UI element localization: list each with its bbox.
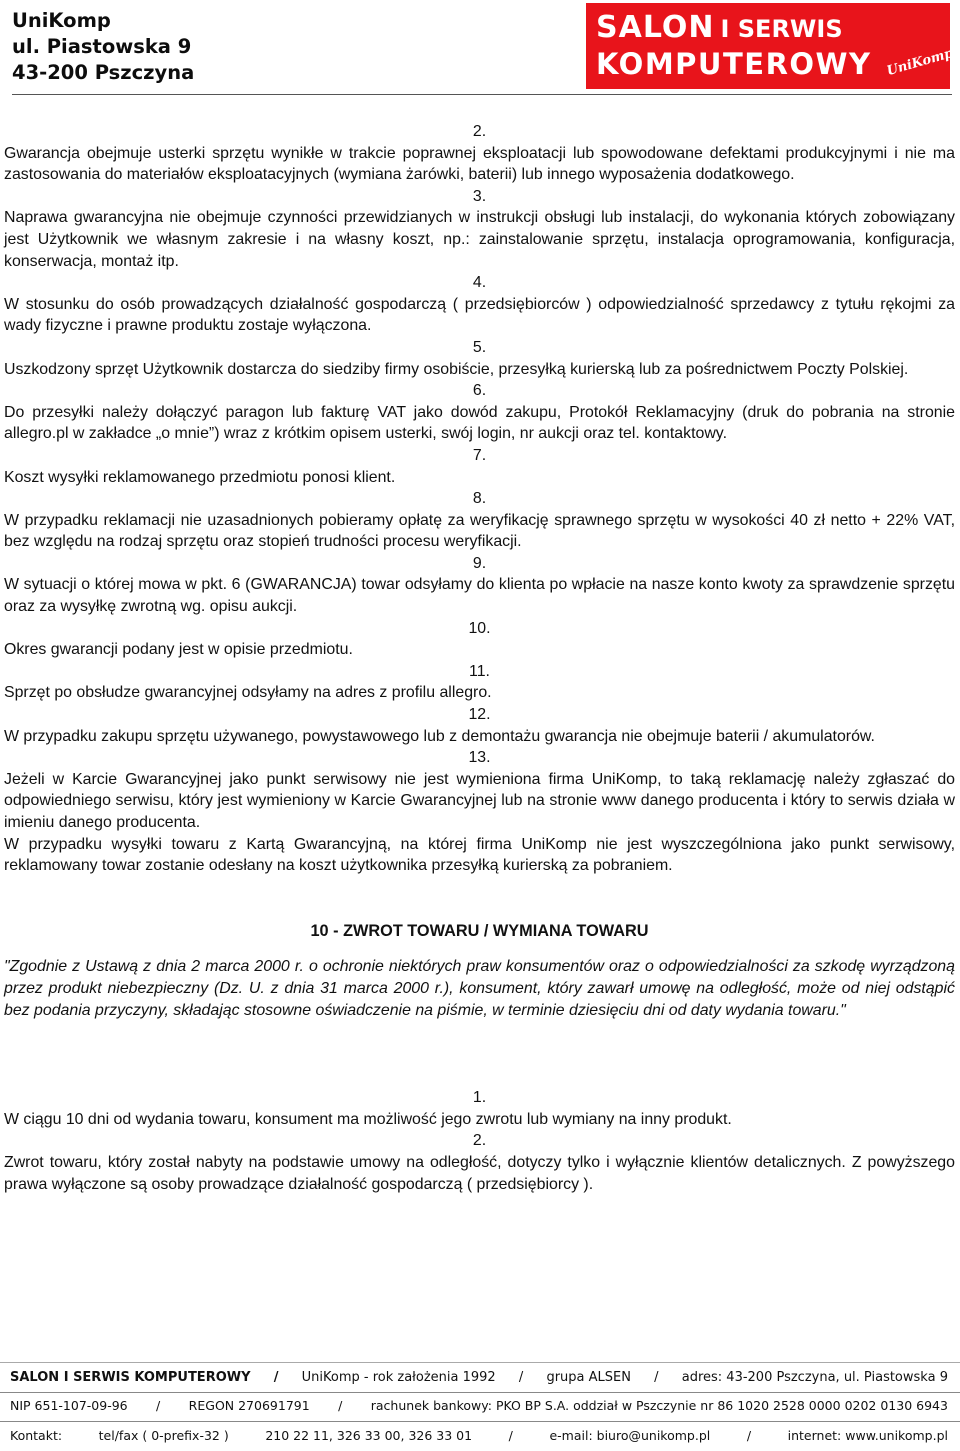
footer-nip: NIP 651-107-09-96	[10, 1398, 128, 1413]
company-name: UniKomp	[12, 9, 111, 32]
item-text: W przypadku zakupu sprzętu używanego, powystawowego lub z demontażu gwarancja nie obejmuje baterii / akumulatorów.	[4, 727, 875, 745]
item-number: 12.	[468, 706, 491, 724]
footer-email: e-mail: biuro@unikomp.pl	[549, 1428, 711, 1443]
footer-separator	[0, 1392, 960, 1393]
item-text: Okres gwarancji podany jest w opisie przedmiotu.	[4, 641, 353, 659]
company-address	[12, 8, 194, 86]
item-text: Gwarancja obejmuje usterki sprzętu wynikłe w trakcie poprawnej eksploatacji lub spowodowane defektami produkcyjnymi i nie ma zastosowania do materiałów eksploatacyjnych (wymiana żarówki, baterii) lub innego wyposażenia dodatkowego.	[4, 144, 955, 184]
item-number: 3.	[472, 187, 487, 205]
item-text: Naprawa gwarancyjna nie obejmuje czynności przewidzianych w instrukcji obsługi lub instalacji, do wykonania których zobowiązany jest Użytkownik we własnym zakresie i na własny koszt, np.: zainstalowanie sprzętu, instalacja oprogramowania, konfiguracja, konserwacja, montaż itp.	[4, 209, 955, 270]
header-divider	[12, 94, 952, 95]
item-number: 5.	[472, 338, 487, 356]
item-text: Uszkodzony sprzęt Użytkownik dostarcza do siedziby firmy osobiście, przesyłką kurierską lub za pośrednictwem Poczty Polskiej.	[4, 360, 909, 378]
item-number: 10.	[468, 619, 491, 637]
logo-line2: KOMPUTEROWY	[596, 47, 872, 81]
footer-line-company: SALON I SERWIS KOMPUTEROWY / UniKomp - rok założenia 1992 / grupa ALSEN / adres: 43-200 Pszczyna, ul. Piastowska 9	[10, 1370, 948, 1385]
company-street: ul. Piastowska 9	[12, 35, 192, 58]
item-number: 1.	[472, 1089, 487, 1107]
logo-line1: SALON I SERWIS	[596, 10, 843, 45]
item-number: 2.	[472, 1132, 487, 1150]
footer-regon: REGON 270691791	[188, 1398, 310, 1413]
item-text: W ciągu 10 dni od wydania towaru, konsument ma możliwość jego zwrotu lub wymiany na inny produkt.	[4, 1110, 732, 1128]
item-number: 13.	[468, 749, 491, 767]
footer-company-name: SALON I SERWIS KOMPUTEROWY	[10, 1370, 251, 1385]
footer-founded: UniKomp - rok założenia 1992	[301, 1370, 496, 1385]
footer-group: grupa ALSEN	[546, 1370, 631, 1385]
item-number: 6.	[472, 382, 487, 400]
item-number: 7.	[472, 446, 487, 464]
item-text: Jeżeli w Karcie Gwarancyjnej jako punkt serwisowy nie jest wymieniona firma UniKomp, to taką reklamację należy zgłaszać do odpowiedniego serwisu, który jest wymieniony w Karcie Gwarancyjnej lub na stronie www danego producenta i który to serwis działa w imieniu danego producenta.	[4, 770, 955, 831]
footer-address: adres: 43-200 Pszczyna, ul. Piastowska 9	[681, 1370, 948, 1385]
item-number: 4.	[472, 274, 487, 292]
salon-logo	[586, 3, 956, 89]
item-text: Koszt wysyłki reklamowanego przedmiotu ponosi klient.	[4, 468, 396, 486]
footer-phones: 210 22 11, 326 33 00, 326 33 01	[265, 1428, 473, 1443]
item-text: Do przesyłki należy dołączyć paragon lub fakturę VAT jako dowód zakupu, Protokół Reklamacyjny (druk do pobrania na stronie allegro.pl w zakładce „o mnie”) wraz z krótkim opisem usterki, swój login, nr aukcji oraz tel. kontaktowy.	[4, 403, 955, 443]
item-text: W sytuacji o której mowa w pkt. 6 (GWARANCJA) towar odsyłamy do klienta po wpłacie na nasze konto kwoty za sprawdzenie sprzętu oraz za wysyłkę zwrotną wg. opisu aukcji.	[4, 576, 955, 616]
item-number: 8.	[472, 490, 487, 508]
footer-contact-label: Kontakt:	[10, 1428, 63, 1443]
item-number: 2.	[472, 123, 487, 140]
footer-separator	[0, 1421, 960, 1422]
document-body	[4, 121, 955, 1195]
footer-line-registration: NIP 651-107-09-96 / REGON 270691791 / rachunek bankowy: PKO BP S.A. oddział w Pszczynie nr 86 1020 2528 0000 0202 0130 6943	[10, 1398, 948, 1413]
item-number: 9.	[472, 554, 487, 572]
company-city: 43-200 Pszczyna	[12, 61, 195, 84]
footer-line-contact: Kontakt: tel/fax ( 0-prefix-32 ) 210 22 11, 326 33 00, 326 33 01 / e-mail: biuro@unikomp.pl / internet: www.unikomp.pl	[10, 1428, 948, 1443]
footer-website: internet: www.unikomp.pl	[787, 1428, 948, 1443]
item-text: Zwrot towaru, który został nabyty na podstawie umowy na odległość, dotyczy tylko i wyłącznie klientów detalicznych. Z powyższego prawa wyłączone są osoby prowadzące działalność gospodarczą ( przedsiębiorcy ).	[4, 1153, 955, 1193]
unikomp-logo-mark: UniKomp	[885, 45, 956, 80]
item-text: W stosunku do osób prowadzących działalność gospodarczą ( przedsiębiorców ) odpowiedzialność sprzedawcy z tytułu rękojmi za wady fizyczne i prawne produktu zostaje wyłączona.	[4, 295, 955, 335]
item-number: 11.	[469, 662, 490, 680]
footer-divider	[0, 1362, 960, 1363]
item-text: Sprzęt po obsłudze gwarancyjnej odsyłamy na adres z profilu allegro.	[4, 684, 492, 702]
legal-quote: "Zgodnie z Ustawą z dnia 2 marca 2000 r. o ochronie niektórych praw konsumentów oraz o odpowiedzialności za szkodę wyrządzoną przez produkt niebezpieczny (Dz. U. z dnia 31 marca 2000 r.), konsument, który zawarł umowę na odległość, może od niej odstąpić bez podania przyczyny, składając stosowne oświadczenie na piśmie, w terminie dziesięciu dni od daty wydania towaru."	[4, 958, 955, 1019]
footer-bank-account: rachunek bankowy: PKO BP S.A. oddział w Pszczynie nr 86 1020 2528 0000 0202 0130 6943	[370, 1398, 948, 1413]
item-text: W przypadku reklamacji nie uzasadnionych pobieramy opłatę za weryfikację sprawnego sprzętu w wysokości 40 zł netto + 22% VAT, bez względu na rodzaj sprzętu oraz stopień trudności procesu weryfikacji.	[4, 511, 955, 551]
item-text: W przypadku wysyłki towaru z Kartą Gwarancyjną, na której firma UniKomp nie jest wyszczególniona jako punkt serwisowy, reklamowany towar zostanie odesłany na koszt użytkownika przesyłką kurierską za pobraniem.	[4, 835, 955, 875]
section-title: 10 - ZWROT TOWARU / WYMIANA TOWARU	[310, 921, 649, 940]
footer-telfax: tel/fax ( 0-prefix-32 )	[98, 1428, 229, 1443]
